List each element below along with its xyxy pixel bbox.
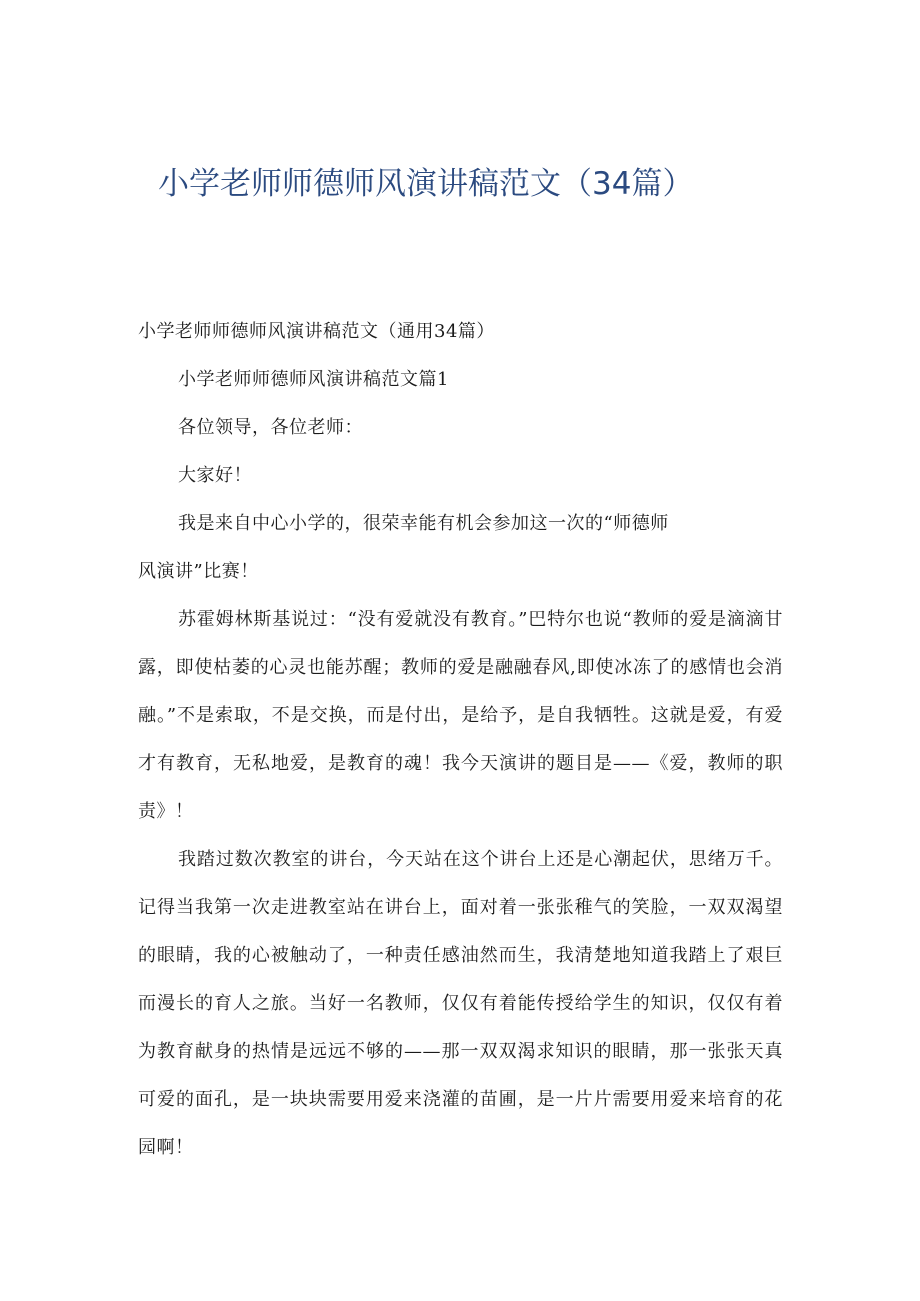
paragraph-2: 苏霍姆林斯基说过：“没有爱就没有教育。”巴特尔也说“教师的爱是滴滴甘露，即使枯萎的心灵也能苏醒；教师的爱是融融春风,即使冰冻了的感情也会消融。”不是索取，不是交换，而是付出，是给予，是自我牺牲。这就是爱，有爱才有教育，无私地爱，是教育的魂！我今天演讲的题目是——《爱，教师的职责》！ xyxy=(138,609,783,822)
section-heading: 小学老师师德师风演讲稿范文篇1 xyxy=(178,369,449,390)
salutation: 各位领导，各位老师： xyxy=(178,417,363,438)
greeting: 大家好！ xyxy=(178,465,252,486)
paragraph-1-line-2: 风演讲”比赛！ xyxy=(138,561,259,582)
document-body xyxy=(138,308,783,1172)
document-subtitle: 小学老师师德师风演讲稿范文（通用34篇） xyxy=(138,321,495,342)
paragraph-1-line-1: 我是来自中心小学的，很荣幸能有机会参加这一次的“师德师 xyxy=(178,513,669,534)
paragraph-3: 我踏过数次教室的讲台，今天站在这个讲台上还是心潮起伏，思绪万千。记得当我第一次走进教室站在讲台上，面对着一张张稚气的笑脸，一双双渴望的眼睛，我的心被触动了，一种责任感油然而生，我清楚地知道我踏上了艰巨而漫长的育人之旅。当好一名教师，仅仅有着能传授给学生的知识，仅仅有着为教育献身的热情是远远不够的——那一双双渴求知识的眼睛，那一张张天真可爱的面孔，是一块块需要用爱来浇灌的苗圃，是一片片需要用爱来培育的花园啊！ xyxy=(138,849,783,1158)
document-title: 小学老师师德师风演讲稿范文（34篇） xyxy=(158,166,694,202)
